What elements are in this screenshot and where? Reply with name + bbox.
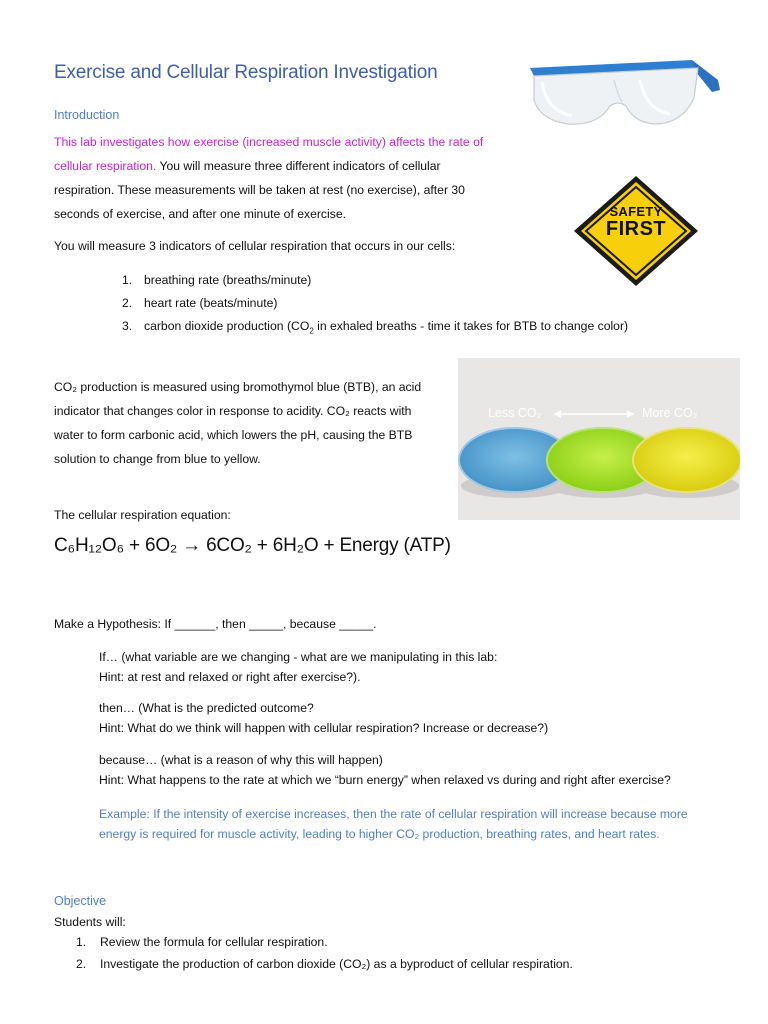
indicator-number: 3. [122, 319, 133, 333]
objective-text: Review the formula for cellular respiration. [100, 935, 328, 949]
objective-lead: Students will: [54, 915, 126, 929]
less-co2-label: Less CO₂ [488, 406, 542, 420]
safety-sign-line1: SAFETY [609, 204, 663, 219]
indicator-item [122, 273, 311, 287]
indicator-number: 2. [122, 296, 133, 310]
objective-number: 1. [76, 935, 87, 949]
more-co2-label: More CO₂ [642, 406, 698, 420]
btb-petri-dish-photo [458, 358, 740, 520]
equation-lead: The cellular respiration equation: [54, 508, 231, 522]
co2-paragraph: CO₂ production is measured using bromothymol blue (BTB), an acid indicator that changes color in response to acidity. CO₂ reacts with water to form carbonic acid, which lowers the pH, causing the BTB solution to change from blue to yellow. [54, 380, 422, 466]
page-title: Exercise and Cellular Respiration Investigation [54, 62, 438, 83]
objective-number: 2. [76, 957, 87, 971]
hypothesis-then-hint: Hint: What do we think will happen with cellular respiration? Increase or decrease?) [99, 721, 549, 735]
indicator-text-before: carbon dioxide production (CO [144, 319, 310, 333]
safety-goggles-image [522, 50, 722, 130]
hypothesis-example: Example: If the intensity of exercise increases, then the rate of cellular respiration will increase because more energy is required for muscle activity, leading to higher CO₂ production, breathing rates, and heart rates. [99, 807, 688, 841]
indicators-lead: You will measure 3 indicators of cellular respiration that occurs in our cells: [54, 239, 456, 253]
hypothesis-prompt: Make a Hypothesis: If ______, then _____, because _____. [54, 617, 377, 631]
hypothesis-because-line: because… (what is a reason of why this will happen) [99, 753, 383, 767]
introduction-heading: Introduction [54, 108, 120, 122]
indicator-text: breathing rate (breaths/minute) [144, 273, 312, 287]
hypothesis-because-hint: Hint: What happens to the rate at which we “burn energy” when relaxed vs during and right after exercise? [99, 773, 671, 787]
objective-text: Investigate the production of carbon dioxide (CO₂) as a byproduct of cellular respiration. [100, 957, 573, 971]
hypothesis-then-line: then… (What is the predicted outcome? [99, 701, 314, 715]
hypothesis-if-line: If… (what variable are we changing - what are we manipulating in this lab: [99, 650, 498, 664]
objective-heading: Objective [54, 894, 107, 908]
objective-item [76, 935, 328, 949]
introduction-rest: You will measure three different indicators of cellular respiration. These measurements will be taken at rest (no exercise), after 30 seconds of exercise, and after one minute of exercise. [54, 159, 465, 221]
indicator-subscript: 2 [309, 326, 314, 336]
indicator-number: 1. [122, 273, 133, 287]
indicator-text: heart rate (beats/minute) [144, 296, 278, 310]
respiration-equation: C₆H₁₂O₆ + 6O₂ → 6CO₂ + 6H₂O + Energy (ATP) [54, 535, 451, 556]
hypothesis-if-hint: Hint: at rest and relaxed or right after exercise?). [99, 670, 361, 684]
indicator-text-after: in exhaled breaths - time it takes for BTB to change color) [313, 319, 629, 333]
introduction-paragraph [54, 130, 494, 226]
introduction-highlight: This lab investigates how exercise (increased muscle activity) affects the rate of cellular respiration. [54, 135, 484, 173]
objective-item [76, 957, 573, 971]
indicator-item [122, 296, 277, 310]
safety-first-sign [572, 174, 700, 288]
indicator-item [122, 319, 628, 335]
safety-sign-line2: FIRST [605, 218, 667, 240]
